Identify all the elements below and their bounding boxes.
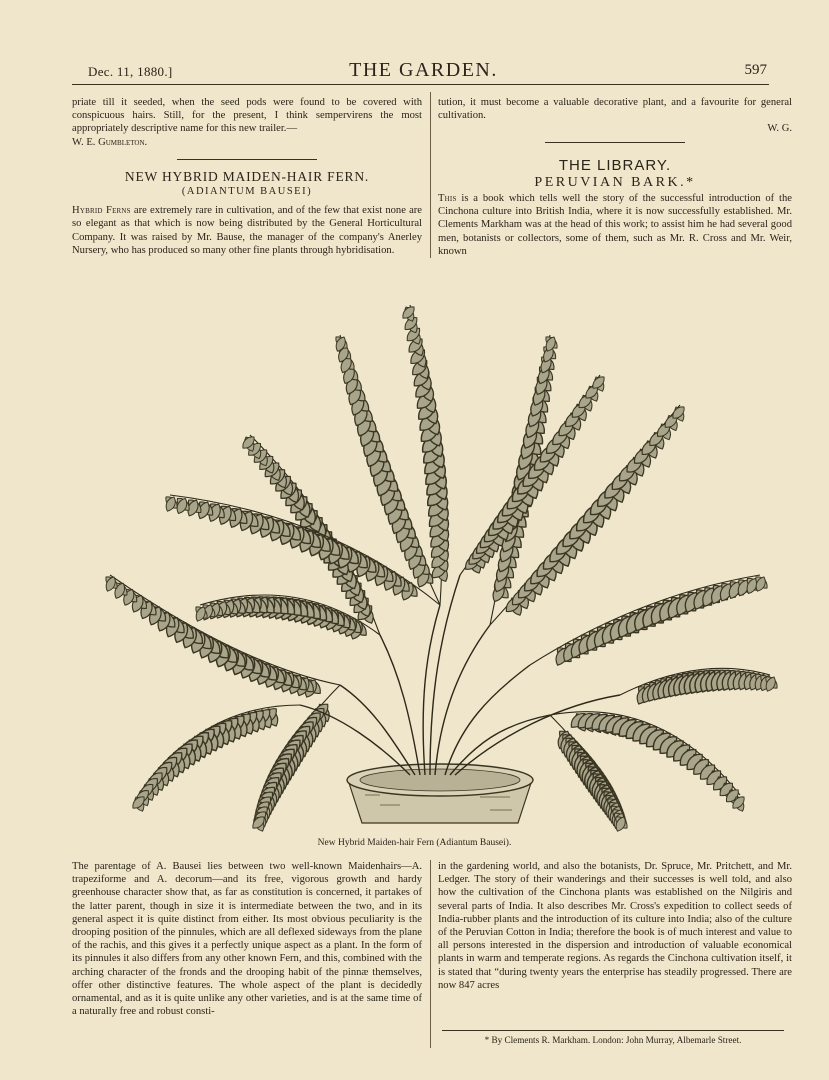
- page-number: 597: [744, 62, 767, 78]
- article-subtitle: (ADIANTUM BAUSEI): [181, 186, 313, 198]
- fern-illustration: [80, 275, 780, 835]
- paragraph-text: tution, it must become a valuable decorative plant, and a favourite for general cultivation.: [438, 97, 792, 122]
- issue-date: Dec. 11, 1880.]: [88, 64, 173, 79]
- left-column-bottom: [72, 860, 422, 1018]
- right-column-top: [438, 96, 792, 258]
- article-separator: [545, 142, 685, 143]
- publication-title: THE GARDEN.: [349, 59, 498, 81]
- author-signature: W. E. Gumbleton.: [72, 136, 148, 148]
- left-column-top: [72, 96, 422, 257]
- column-divider-bottom: [430, 860, 431, 1048]
- author-signature: W. G.: [767, 123, 792, 135]
- header-rule: [72, 84, 769, 85]
- article-separator: [177, 159, 317, 160]
- continued-paragraph: [438, 96, 792, 122]
- article-title: NEW HYBRID MAIDEN-HAIR FERN.: [124, 168, 370, 184]
- review-paragraph: [438, 192, 792, 258]
- review-paragraph: in the gardening world, and also the botanists, Dr. Spruce, Mr. Pritchett, and Mr. Ledger. The story of their wanderings and their successes is well told, and also how the cultivation of the Cinchona plants was established on the Nilgiris and several parts of India. It also describes Mr. Cross's expedition to collect seeds of India-rubber plants and the introduction of its culture into India; also of the culture of the Peruvian Cotton in India; therefore the book is of much interest and value to all persons interested in the dispersion and introduction of valuable economical plants in warm and temperate regions. As regards the Cinchona cultivation itself, it is stated that “during twenty years the enterprise has steadily progressed. There are now 847 acres: [438, 861, 792, 991]
- footnote: * By Clements R. Markham. London: John Murray, Albemarle Street.: [484, 1035, 742, 1045]
- running-head: [80, 59, 767, 81]
- figure-caption: New Hybrid Maiden-hair Fern (Adiantum Bausei).: [317, 838, 512, 848]
- book-title: PERUVIAN BARK.*: [534, 174, 696, 190]
- footnote-rule: [442, 1030, 784, 1031]
- paragraph-text: is a book which tells well the story of the successful introduction of the Cinchona culture into British India, where it is now successfully established. Mr. Clements Markham was at the head of this work; to assist him he had several good men, botanists or collectors, some of them, such as Mr. R. Cross and Mr. Weir, known: [438, 193, 792, 257]
- lead-word: Hybrid Ferns: [72, 205, 131, 217]
- lead-word: This: [438, 193, 457, 205]
- fern-fronds: [103, 304, 780, 833]
- paragraph-text: are extremely rare in cultivation, and of the few that exist none are so elegant as that which is now being distributed by the General Horticultural Company. It was raised by Mr. Bause, the manager of the company's Anerley Nursery, who has produced so many other fine plants through hybridisation.: [72, 205, 422, 256]
- continued-paragraph: priate till it seeded, when the seed pods were found to be covered with conspicuous hairs. Still, for the present, I think sempervirens the most appropriately descriptive name for this new trailer.—: [72, 97, 422, 135]
- article-paragraph: The parentage of A. Bausei lies between two well-known Maidenhairs—A. trapeziforme and A. decorum—and its free, vigorous growth and hardy greenhouse character show that, as far as constitution is concerned, it partakes of the latter parent, though in size it is intermediate between the two, and in its general aspect it is quite distinct from either. Its most obvious peculiarity is the drooping position of the pinnules, which are all deflexed sideways from the plane of the rachis, and this gives it a perfectly unique aspect as a plant. In the form of its pinnules it also differs from any other known Fern, and this, combined with the arching character of the fronds and the drooping habit of the pinnæ themselves, offer other distinctive features. The whole aspect of the plant is decidedly ornamental, and as it is quite unlike any other varieties, and is at the same time of a naturally free and robust consti-: [72, 861, 422, 1018]
- flower-pot: [347, 764, 533, 823]
- column-divider-top: [430, 92, 431, 258]
- section-title: THE LIBRARY.: [558, 156, 672, 174]
- fern-engraving: [80, 275, 780, 835]
- article-paragraph: [72, 204, 422, 257]
- right-column-bottom: [438, 860, 792, 992]
